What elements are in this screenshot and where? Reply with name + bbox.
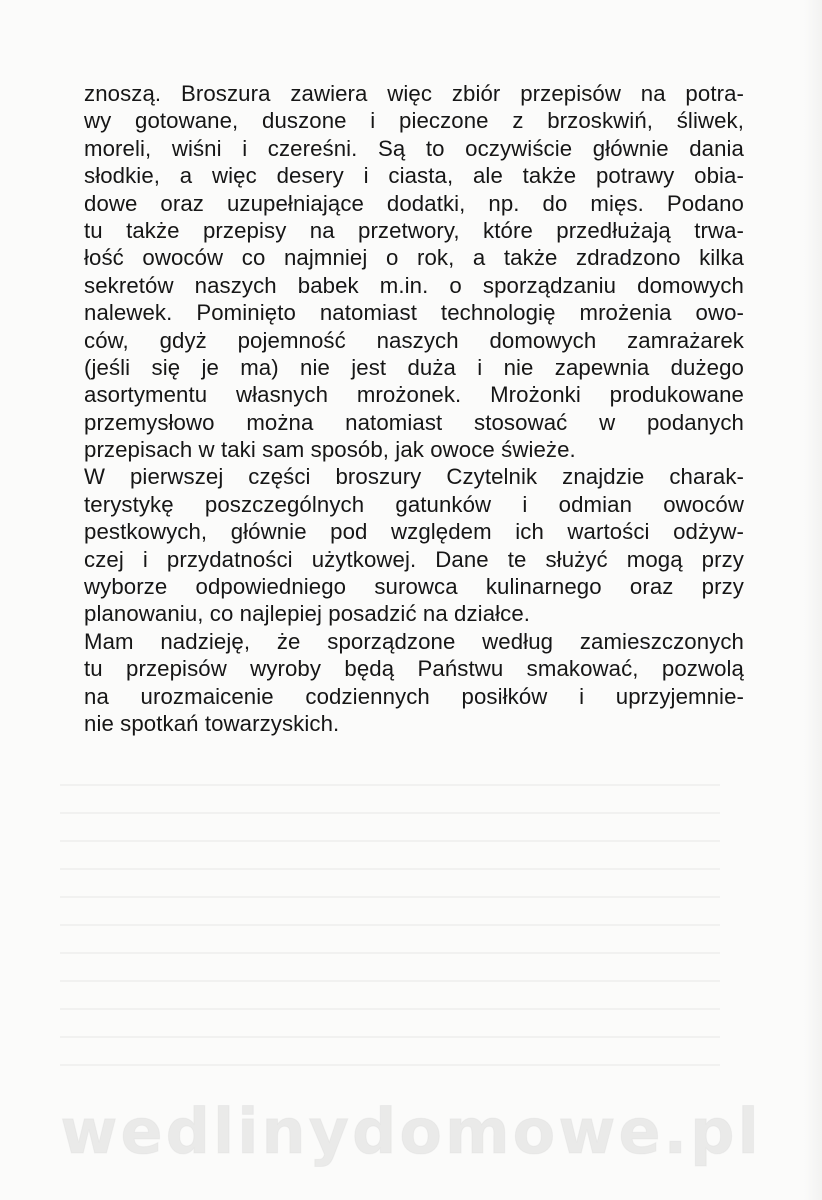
text-line: tu także przepisy na przetwory, które przedłużają trwa-	[84, 217, 744, 243]
text-line: nie spotkań towarzyskich.	[84, 710, 340, 736]
text-line: na urozmaicenie codziennych posiłków i uprzyjemnie-	[84, 683, 744, 709]
body-text	[84, 80, 744, 737]
text-line: terystykę poszczególnych gatunków i odmian owoców	[84, 491, 744, 517]
text-line: tu przepisów wyroby będą Państwu smakować, pozwolą	[84, 656, 744, 682]
text-line: (jeśli się je ma) nie jest duża i nie zapewnia dużego	[84, 354, 744, 380]
show-through-text	[60, 770, 720, 1070]
text-line: znoszą. Broszura zawiera więc zbiór przepisów na potra-	[84, 81, 744, 106]
text-line: przemysłowo można natomiast stosować w podanych	[84, 409, 744, 435]
text-line: planowaniu, co najlepiej posadzić na działce.	[84, 601, 531, 627]
text-line: moreli, wiśni i czereśni. Są to oczywiście głównie dania	[84, 135, 744, 161]
text-line: wy gotowane, duszone i pieczone z brzoskwiń, śliwek,	[84, 108, 744, 134]
page-edge-shadow	[804, 0, 822, 1200]
text-line: łość owoców co najmniej o rok, a także zdradzono kilka	[84, 245, 744, 271]
text-line: czej i przydatności użytkowej. Dane te służyć mogą przy	[84, 546, 744, 572]
text-line: słodkie, a więc desery i ciasta, ale także potrawy obia-	[84, 163, 744, 189]
text-line: asortymentu własnych mrożonek. Mrożonki produkowane	[84, 382, 744, 408]
text-line: dowe oraz uzupełniające dodatki, np. do mięs. Podano	[84, 190, 744, 216]
text-line: pestkowych, głównie pod względem ich wartości odżyw-	[84, 519, 744, 545]
text-line: nalewek. Pominięto natomiast technologię mrożenia owo-	[84, 300, 744, 326]
text-line: ców, gdyż pojemność naszych domowych zamrażarek	[84, 327, 744, 353]
watermark: wedlinydomowe.pl	[60, 1095, 762, 1168]
text-line: W pierwszej części broszury Czytelnik znajdzie charak-	[84, 464, 744, 490]
text-line: przepisach w taki sam sposób, jak owoce świeże.	[84, 437, 576, 463]
text-line: wyborze odpowiedniego surowca kulinarnego oraz przy	[84, 574, 744, 600]
text-line: sekretów naszych babek m.in. o sporządzaniu domowych	[84, 272, 744, 298]
text-line: Mam nadzieję, że sporządzone według zamieszczonych	[84, 628, 744, 654]
